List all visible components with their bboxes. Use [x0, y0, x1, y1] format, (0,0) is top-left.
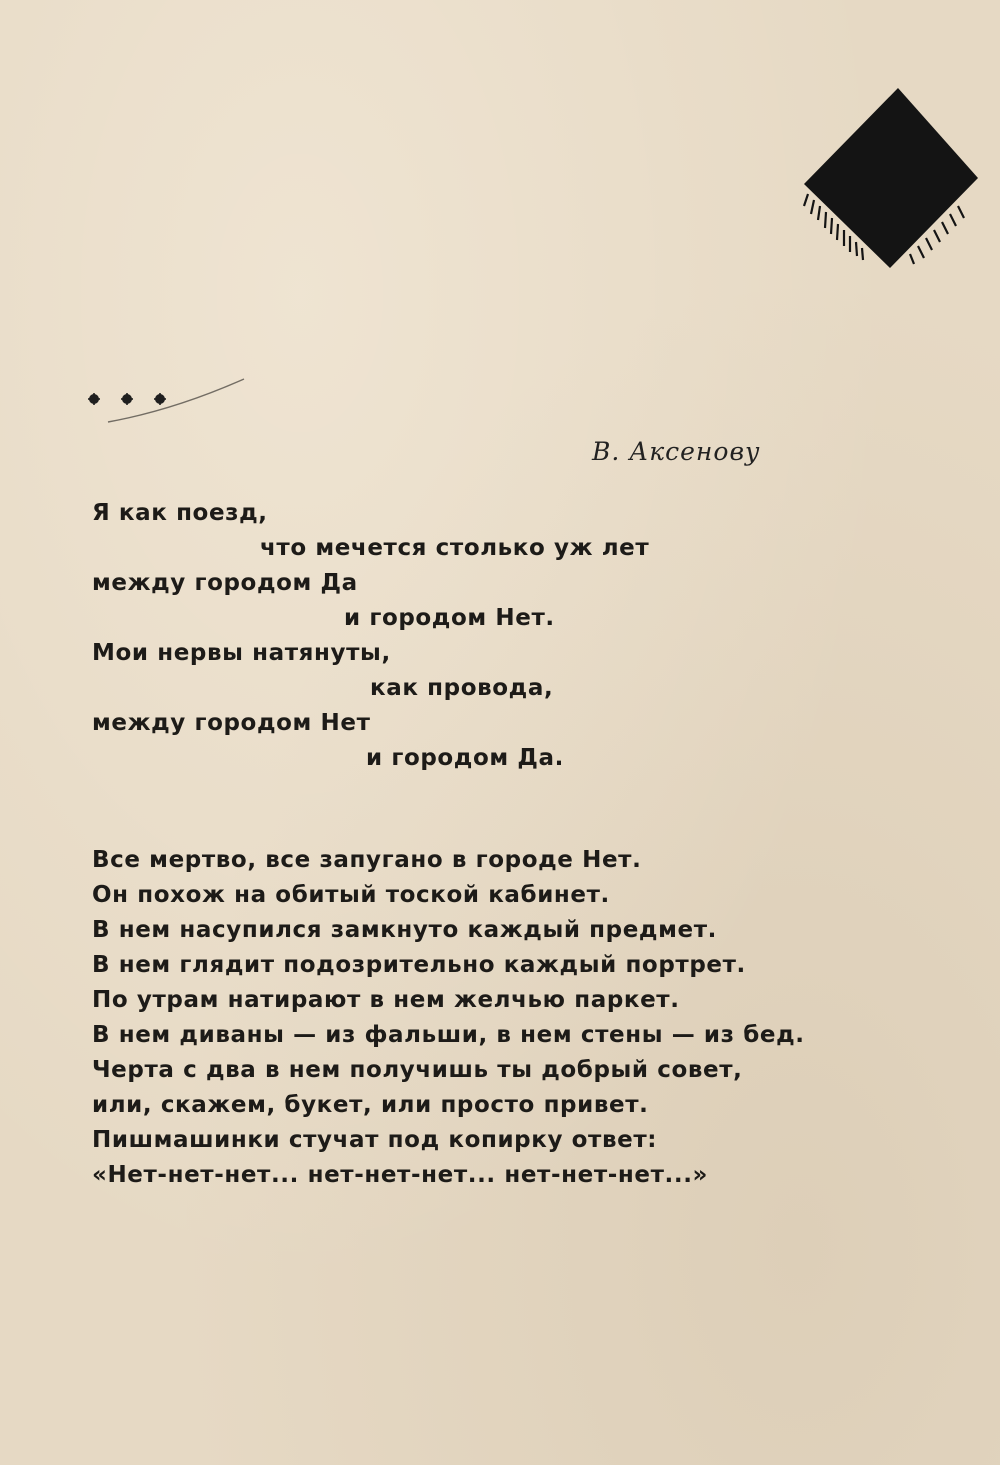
stanza2-line: или, скажем, букет, или просто привет. — [92, 1092, 649, 1118]
dedication: В. Аксенову — [592, 437, 761, 466]
diamond-fringe-icon — [800, 86, 980, 276]
stanza1-line: между городом Да — [92, 570, 358, 596]
stanza2-line: По утрам натирают в нем желчью паркет. — [92, 987, 680, 1013]
stanza1-line: как провода, — [370, 675, 554, 701]
stanza1-line: Мои нервы натянуты, — [92, 640, 391, 666]
stanza1-line: и городом Да. — [366, 745, 564, 771]
stanza2-line: Он похож на обитый тоской кабинет. — [92, 882, 610, 908]
stanza2-line: Все мертво, все запугано в городе Нет. — [92, 847, 642, 873]
stanza2-line: «Нет-нет-нет... нет-нет-нет... нет-нет-нет...» — [92, 1162, 708, 1188]
stanza2-line: В нем насупился замкнуто каждый предмет. — [92, 917, 717, 943]
stanza2-line: Пишмашинки стучат под копирку ответ: — [92, 1127, 658, 1153]
stanza2-line: В нем диваны — из фальши, в нем стены — из бед. — [92, 1022, 805, 1048]
stanza1-line: между городом Нет — [92, 710, 371, 736]
stanza1-line: и городом Нет. — [344, 605, 555, 631]
stanza2-line: Черта с два в нем получишь ты добрый совет, — [92, 1057, 743, 1083]
stanza1-line: Я как поезд, — [92, 500, 268, 526]
stanza2-line: В нем глядит подозрительно каждый портрет. — [92, 952, 746, 978]
stanza1-line: что мечется столько уж лет — [260, 535, 650, 561]
three-asterisks-icon — [84, 372, 254, 432]
